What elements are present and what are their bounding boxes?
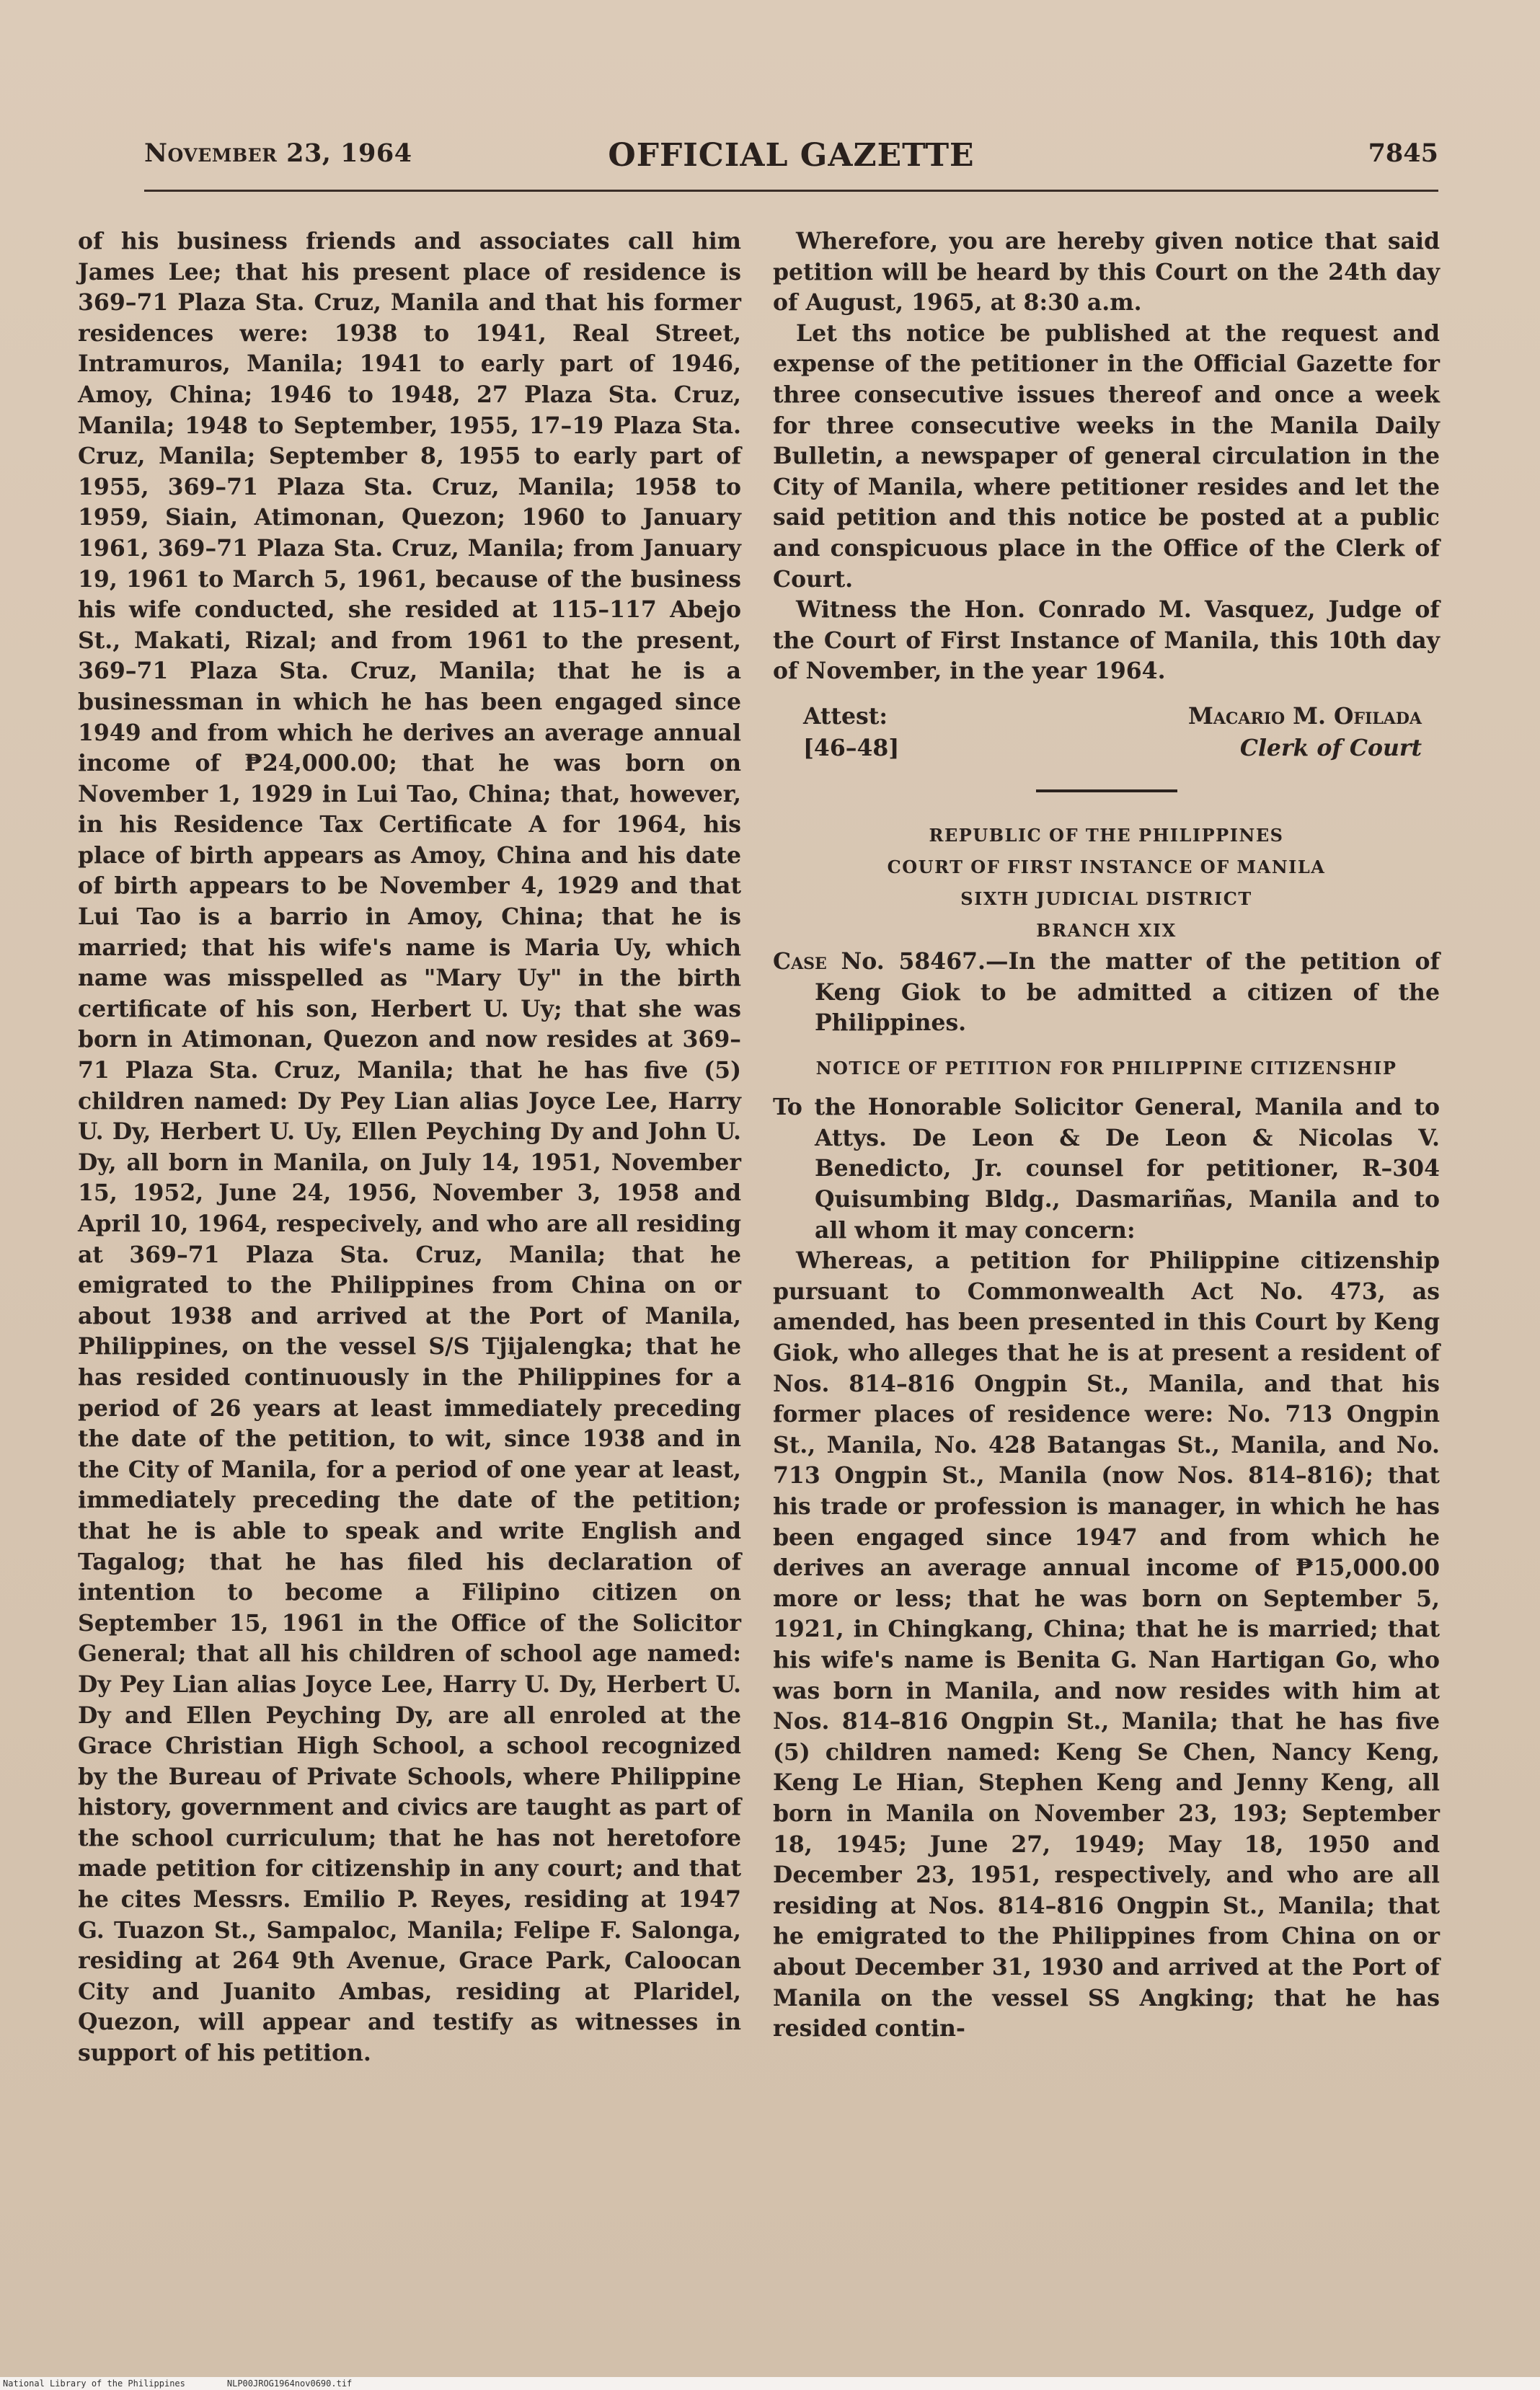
clerk-name: Macario M. Ofilada (1187, 702, 1422, 730)
publication-title: OFFICIAL GAZETTE (608, 137, 975, 174)
scan-footer (0, 2377, 1540, 2390)
scan-filename: NLP00JROG1964nov0690.tif (226, 2378, 353, 2389)
notice-title: NOTICE OF PETITION FOR PHILIPPINE CITIZENSHIP (815, 1057, 1397, 1079)
witness-paragraph: Witness the Hon. Conrado M. Vasquez, Judge of the Court of First Instance of Manila, this 10th day of November, in the year 1964. (773, 596, 1440, 685)
attest-reference: [46–48] (803, 734, 900, 761)
page-number: 7845 (1368, 138, 1438, 168)
whereas-paragraph: Whereas, a petition for Philippine citizenship pursuant to Commonwealth Act No. 473, as amended, has been presented in this Court by Keng Giok, who alleges that he is at present a resident of Nos. 814–816 Ongpin St., Manila, and that his former places of residence were: No. 713 Ongpin St., Manila, No. 428 Batangas St., Manila, and No. 713 Ongpin St., Manila (now Nos. 814–816); that his trade or profession is manager, in which he has been engaged since 1947 and from which he derives an average annual income of ₱15,000.00 more or less; that he was born on September 5, 1921, in Chingkang, China; that he is married; that his wife's name is Benita G. Nan Hartigan Go, who was born in Manila, and now resides with him at Nos. 814–816 Ongpin St., Manila; that he has five (5) children named: Keng Se Chen, Nancy Keng, Keng Le Hian, Stephen Keng and Jenny Keng, all born in Manila on November 23, 193; September 18, 1945; June 27, 1949; May 18, 1950 and December 23, 1951, respectively, and who are all residing at Nos. 814–816 Ongpin St., Manila; that he emigrated to the Philippines from China on or about December 31, 1930 and arrived at the Port of Manila on the vessel SS Angking; that he has resided contin- (773, 1247, 1440, 2042)
court-heading-republic: REPUBLIC OF THE PHILIPPINES (929, 824, 1284, 846)
page-header (144, 137, 1438, 180)
case-caption (773, 947, 1440, 1039)
publication-order-paragraph: Let ths notice be published at the request and expense of the petitioner in the Official Gazette for three consecutive issues thereof and once a week for three consecutive weeks in the Manila Daily Bulletin, a newspaper of general circulation in the City of Manila, where petitioner resides and let the said petition and this notice be posted at a public and conspicuous place in the Office of the Clerk of Court. (773, 319, 1440, 593)
wherefore-paragraph: Wherefore, you are hereby given notice that said petition will be heard by this Court on the 24th day of August, 1965, at 8:30 a.m. (773, 228, 1440, 317)
attest-label: Attest: (803, 702, 888, 730)
attestation-block (773, 701, 1440, 766)
court-heading-branch: BRANCH XIX (1036, 919, 1177, 941)
library-credit: National Library of the Philippines (3, 2378, 185, 2389)
clerk-title: Clerk of Court (1239, 734, 1422, 761)
section-divider (1036, 789, 1177, 792)
court-heading-court: COURT OF FIRST INSTANCE OF MANILA (887, 856, 1326, 877)
issue-date: November 23, 1964 (144, 138, 412, 168)
case-text: No. 58467.—In the matter of the petition of Keng Giok to be admitted a citizen of the Philippines. (815, 947, 1440, 1037)
case-label: Case (773, 947, 827, 975)
header-rule (144, 190, 1438, 192)
right-column (773, 226, 1440, 2045)
left-column-text: of his business friends and associates call him James Lee; that his present place of residence is 369–71 Plaza Sta. Cruz, Manila and that his former residences were: 1938 to 1941, Real Street, Intramuros, Manila; 1941 to early part of 1946, Amoy, China; 1946 to 1948, 27 Plaza Sta. Cruz, Manila; 1948 to September, 1955, 17–19 Plaza Sta. Cruz, Manila; September 8, 1955 to early part of 1955, 369–71 Plaza Sta. Cruz, Manila; 1958 to 1959, Siain, Atimonan, Quezon; 1960 to January 1961, 369–71 Plaza Sta. Cruz, Manila; from January 19, 1961 to March 5, 1961, because of the business his wife conducted, she resided at 115–117 Abejo St., Makati, Rizal; and from 1961 to the present, 369–71 Plaza Sta. Cruz, Manila; that he is a businessman in which he has been engaged since 1949 and from which he derives an average annual income of ₱24,000.00; that he was born on November 1, 1929 in Lui Tao, China; that, however, in his Residence Tax Certificate A for 1964, his place of birth appears as Amoy, China and his date of birth appears to be November 4, 1929 and that Lui Tao is a barrio in Amoy, China; that he is married; that his wife's name is Maria Uy, which name was misspelled as "Mary Uy" in the birth certificate of his son, Herbert U. Uy; that she was born in Atimonan, Quezon and now resides at 369–71 Plaza Sta. Cruz, Manila; that he has five (5) children named: Dy Pey Lian alias Joyce Lee, Harry U. Dy, Herbert U. Uy, Ellen Peyching Dy and John U. Dy, all born in Manila, on July 14, 1951, November 15, 1952, June 24, 1956, November 3, 1958 and April 10, 1964, respecively, and who are all residing at 369–71 Plaza Sta. Cruz, Manila; that he emigrated to the Philippines from China on or about 1938 and arrived at the Port of Manila, Philippines, on the vessel S/S Tjijalengka; that he has resided continuously in the Philippines for a period of 26 years at least immediately preceding the date of the petition, to wit, since 1938 and in the City of Manila, for a period of one year at least, immediately preceding the date of the petition; that he is able to speak and write English and Tagalog; that he has filed his declaration of intention to become a Filipino citizen on September 15, 1961 in the Office of the Solicitor General; that all his children of school age named: Dy Pey Lian alias Joyce Lee, Harry U. Dy, Herbert U. Dy and Ellen Peyching Dy, are all enroled at the Grace Christian High School, a school recognized by the Bureau of Private Schools, where Philippine history, government and civics are taught as part of the school curriculum; that he has not heretofore made petition for citizenship in any court; and that he cites Messrs. Emilio P. Reyes, residing at 1947 G. Tuazon St., Sampaloc, Manila; Felipe F. Salonga, residing at 264 9th Avenue, Grace Park, Caloocan City and Juanito Ambas, residing at Plaridel, Quezon, will appear and testify as witnesses in support of his petition. (78, 228, 741, 2067)
addressee-block: To the Honorable Solicitor General, Manila and to Attys. De Leon & De Leon & Nicolas V. Benedicto, Jr. counsel for petitioner, R–304 Quisumbing Bldg., Dasmariñas, Manila and to all whom it may concern: (773, 1094, 1440, 1244)
court-heading-district: SIXTH JUDICIAL DISTRICT (960, 888, 1252, 909)
left-column (78, 226, 741, 2069)
